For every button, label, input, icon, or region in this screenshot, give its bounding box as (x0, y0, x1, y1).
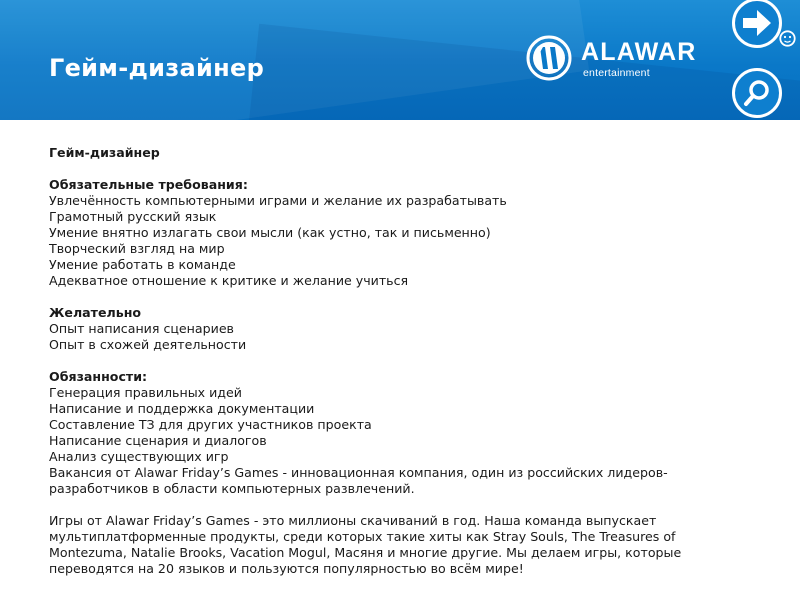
required-title: Обязательные требования: (49, 177, 248, 192)
content-heading: Гейм-дизайнер (49, 145, 160, 160)
spacer (49, 353, 749, 369)
list-item: Опыт написания сценариев (49, 321, 234, 336)
vacancy-paragraph: Вакансия от Alawar Friday’s Games - инновационная компания, один из российских лидеров-разработчиков в области компьютерных развлечений. (49, 465, 668, 496)
spacer (49, 497, 749, 513)
list-item: Генерация правильных идей (49, 385, 242, 400)
list-item: Анализ существующих игр (49, 449, 229, 464)
list-item: Творческий взгляд на мир (49, 241, 225, 256)
list-item: Адекватное отношение к критике и желание учиться (49, 273, 409, 288)
logo-name: ALAWAR (581, 38, 697, 66)
logo-subtitle: entertainment (583, 67, 650, 79)
magnifier-icon (735, 71, 779, 115)
face-icon[interactable] (779, 30, 796, 47)
list-item: Грамотный русский язык (49, 209, 217, 224)
list-item: Увлечённость компьютерными играми и желание их разрабатывать (49, 193, 507, 208)
list-item: Написание сценария и диалогов (49, 433, 267, 448)
search-button[interactable] (732, 68, 782, 118)
alawar-emblem-icon (525, 34, 573, 82)
list-item: Составление ТЗ для других участников проекта (49, 417, 372, 432)
list-item: Умение работать в команде (49, 257, 236, 272)
list-item: Опыт в схожей деятельности (49, 337, 247, 352)
desired-title: Желательно (49, 305, 142, 320)
list-item: Умение внятно излагать свои мысли (как устно, так и письменно) (49, 225, 491, 240)
vacancy-description (49, 145, 749, 577)
list-item: Написание и поддержка документации (49, 401, 315, 416)
about-paragraph: Игры от Alawar Friday’s Games - это миллионы скачиваний в год. Наша команда выпускает мультиплатформенные продукты, среди которых такие хиты как Stray Souls, The Treasures of Montezuma, Natalie Brooks, Vacation Mogul, Масяня и многие другие. Мы делаем игры, которые переводятся на 20 языков и пользуются популярностью во всём мире! (49, 513, 682, 576)
header-banner (0, 0, 800, 120)
spacer (49, 289, 749, 305)
spacer (49, 161, 749, 177)
page-title: Гейм-дизайнер (49, 54, 265, 82)
next-slide-button[interactable] (732, 0, 782, 48)
duties-title: Обязанности: (49, 369, 148, 384)
alawar-logo (525, 34, 725, 82)
arrow-right-icon (735, 1, 779, 45)
